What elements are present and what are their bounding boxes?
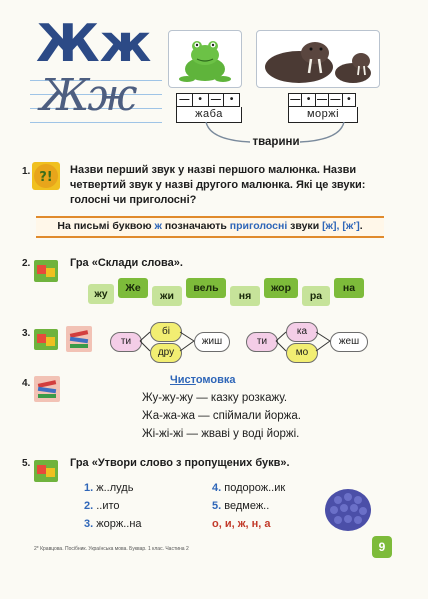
- syllable-oval[interactable]: жеш: [330, 332, 368, 352]
- syllable-oval[interactable]: ти: [110, 332, 142, 352]
- books-icon: [64, 324, 94, 354]
- print-letters: Жж: [36, 14, 152, 74]
- rule-text: звуки: [287, 220, 323, 232]
- poem-title: [170, 374, 236, 386]
- rule-text: На письмі буквою: [57, 220, 155, 232]
- word-text: ..ито: [96, 500, 120, 512]
- syllable-oval[interactable]: ти: [246, 332, 278, 352]
- task-number: 5.: [22, 458, 31, 469]
- word-number: 4.: [212, 482, 222, 494]
- poem-title-rest: омовка: [195, 374, 236, 386]
- word-number: 2.: [84, 500, 94, 512]
- syllable-piece[interactable]: жи: [152, 286, 182, 306]
- word-text: жорж..на: [96, 518, 142, 530]
- word-text: ведмеж..: [224, 500, 270, 512]
- syllable-piece[interactable]: на: [334, 278, 364, 298]
- task-1-line-3: голосні чи приголосні?: [70, 194, 197, 206]
- frog-icon: [169, 31, 241, 87]
- connector-lines: [138, 326, 198, 360]
- letters-hint: о, и, ж, н, а: [212, 518, 271, 530]
- cursive-letters: Жж: [40, 70, 136, 121]
- rule-text: позначають: [161, 220, 230, 232]
- scheme-cell: •: [193, 94, 209, 106]
- footer-note: 2* Кравцова. Посібник. Українська мова. Буквар. 1 клас. Частина 2: [34, 546, 189, 552]
- word-item: [84, 518, 142, 530]
- abc-blocks-icon: [32, 456, 60, 484]
- word-number: 3.: [84, 518, 94, 530]
- task-number: 2.: [22, 258, 31, 269]
- word-number: 1.: [84, 482, 94, 494]
- word-item: [212, 500, 269, 512]
- scheme-cell: —: [289, 94, 302, 106]
- abc-blocks-icon: [32, 326, 60, 352]
- syllable-piece[interactable]: ра: [302, 286, 330, 306]
- task-number: 3.: [22, 328, 31, 339]
- syllable-oval[interactable]: мо: [286, 343, 318, 363]
- scheme-cell: —: [329, 94, 342, 106]
- scheme-cell: —: [209, 94, 225, 106]
- word-text: ж..лудь: [96, 482, 134, 494]
- blackberry-icon: [322, 484, 374, 534]
- rule-letter: ж: [154, 220, 162, 232]
- sound-scheme-zhaba: [176, 93, 240, 107]
- poem-line: Жа-жа-жа — спіймали йоржа.: [142, 410, 301, 422]
- scheme-cell: •: [347, 94, 351, 105]
- syllable-oval[interactable]: ка: [286, 322, 318, 342]
- connector-lines: [274, 326, 334, 360]
- sound-scheme-morzhi: [288, 93, 356, 107]
- syllable-oval[interactable]: дру: [150, 343, 182, 363]
- rule-word: приголосні: [229, 220, 288, 232]
- scheme-cell: —: [177, 94, 193, 106]
- guide-line: [30, 122, 162, 123]
- word-item: [84, 500, 120, 512]
- syllable-piece[interactable]: Же: [118, 278, 148, 298]
- word-text: подорож..ик: [224, 482, 286, 494]
- task-1-line-1: Назви перший звук у назві першого малюнка. Назви: [70, 164, 357, 176]
- page-number: 9: [372, 536, 392, 558]
- poem-line: Жі-жі-жі — жваві у воді йоржі.: [142, 428, 300, 440]
- task-number: 4.: [22, 378, 31, 389]
- books-icon: [32, 374, 62, 404]
- word-item: [212, 482, 285, 494]
- word-zhaba: жаба: [176, 107, 242, 123]
- frog-picture-frame: [168, 30, 242, 88]
- rule-text: .: [359, 220, 363, 232]
- question-icon: [32, 162, 60, 190]
- poem-title-bold: Чист: [170, 374, 196, 386]
- svg-text:?!: ?!: [39, 170, 53, 185]
- syllable-piece[interactable]: жу: [88, 284, 114, 304]
- scheme-cell: •: [302, 94, 315, 106]
- task-5-title: Гра «Утвори слово з пропущених букв».: [70, 457, 290, 469]
- scheme-cell: —: [316, 94, 329, 106]
- rule-box: [36, 216, 384, 238]
- syllable-piece[interactable]: вель: [186, 278, 226, 298]
- abc-blocks-icon: [32, 256, 60, 284]
- task-2-title: Гра «Склади слова».: [70, 257, 183, 269]
- scheme-cell: •: [229, 94, 234, 105]
- task-1-line-2: четвертий звук у назві другого малюнка. Які це звуки:: [70, 179, 366, 191]
- syllable-piece[interactable]: ня: [230, 286, 260, 306]
- poem-line: Жу-жу-жу — казку розкажу.: [142, 392, 288, 404]
- walrus-picture-frame: [256, 30, 380, 88]
- word-number: 5.: [212, 500, 222, 512]
- syllable-oval[interactable]: жиш: [194, 332, 230, 352]
- task-number: 1.: [22, 166, 31, 177]
- word-item: [84, 482, 133, 494]
- syllable-piece[interactable]: жор: [264, 278, 298, 298]
- syllable-oval[interactable]: бі: [150, 322, 182, 342]
- walrus-icon: [257, 31, 379, 87]
- word-morzhi: моржі: [288, 107, 358, 123]
- rule-sounds: [ж], [ж’]: [322, 220, 360, 232]
- category-label: тварини: [252, 136, 300, 148]
